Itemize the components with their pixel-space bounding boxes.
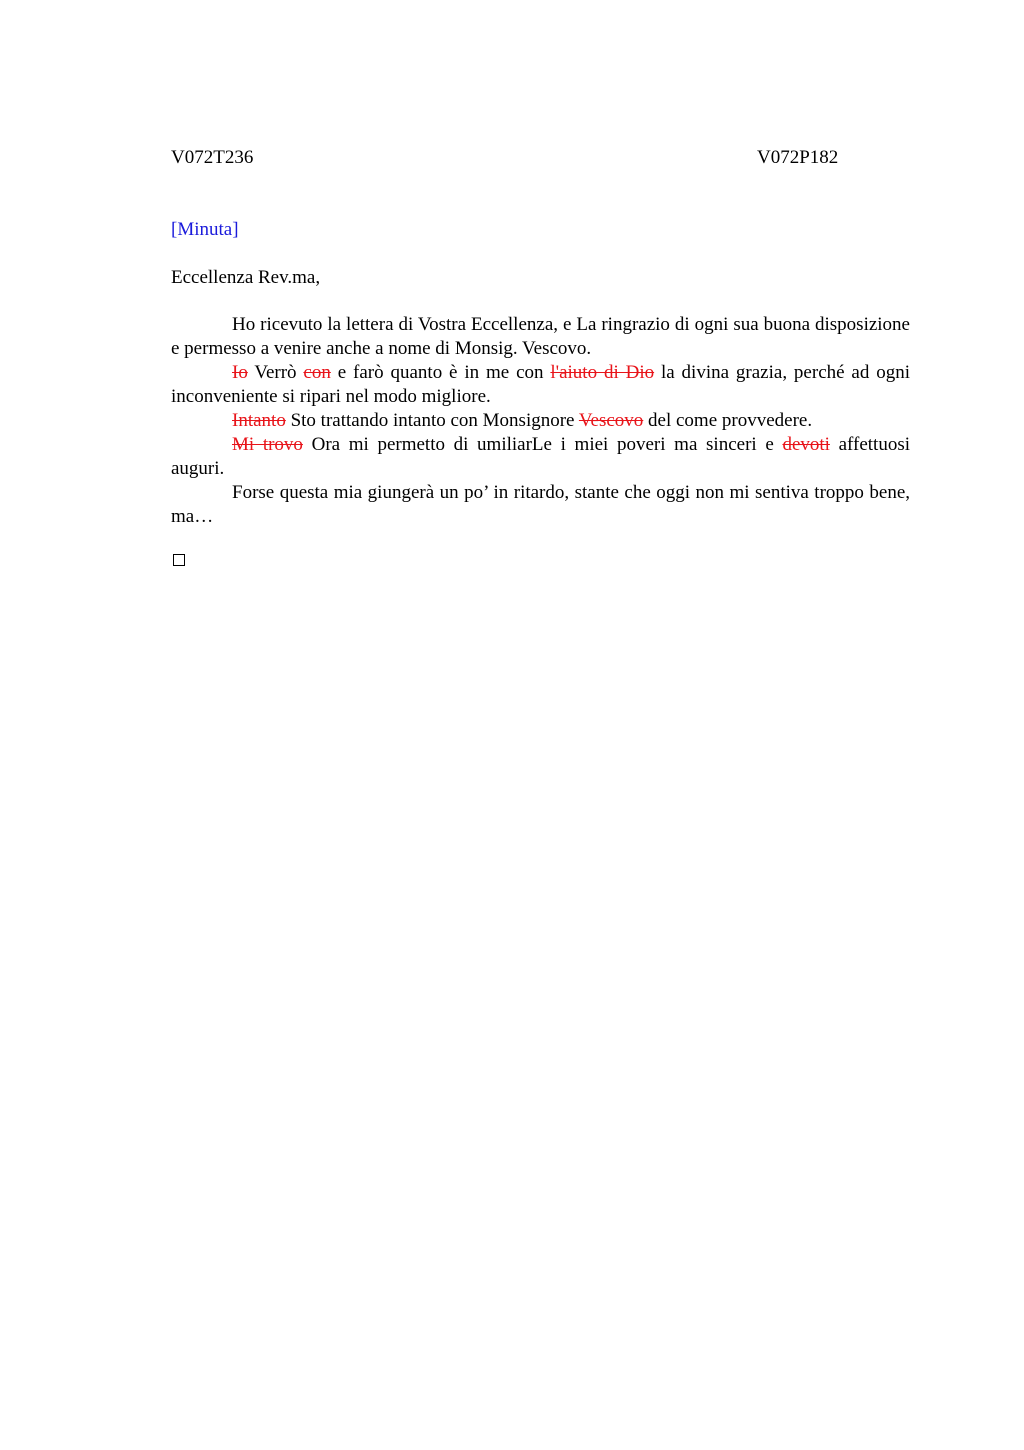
paragraph-4 (171, 433, 910, 481)
paragraph-text: Ho ricevuto la lettera di Vostra Eccellenza, e La ringrazio di ogni sua buona disposizione e permesso a venire anche a nome di Monsig. Vescovo. (171, 314, 910, 359)
paragraph-5 (171, 481, 910, 529)
paragraph-text: affettuosi auguri. (171, 434, 910, 479)
letter-body (171, 313, 910, 529)
paragraph-text: la divina grazia, perché ad ogni inconveniente si ripari nel modo migliore. (171, 362, 911, 407)
document-code-right: V072P182 (757, 147, 839, 168)
salutation: Eccellenza Rev.ma, (171, 267, 321, 288)
paragraph-text: Verrò (247, 362, 304, 383)
document-code-left: V072T236 (171, 147, 254, 168)
paragraph-text: del come provvedere. (643, 410, 813, 431)
paragraph-text: Forse questa mia giungerà un po’ in ritardo, stante che oggi non mi sentiva troppo bene, ma… (171, 482, 910, 527)
deleted-text: Io (232, 362, 248, 383)
deleted-text: Intanto (232, 410, 286, 431)
paragraph-3 (171, 409, 910, 433)
deleted-text: devoti (782, 434, 830, 455)
paragraph-text: e farò quanto è in me con (330, 362, 551, 383)
deleted-text: con (303, 362, 331, 383)
deleted-text: Vescovo (578, 410, 644, 431)
paragraph-2 (171, 361, 910, 409)
paragraph-text: Sto trattando intanto con Monsignore (285, 410, 579, 431)
paragraph-text: Ora mi permetto di umiliarLe i miei poveri ma sinceri e (302, 434, 783, 455)
deleted-text: Mi trovo (232, 434, 303, 455)
minuta-label: [Minuta] (171, 219, 239, 240)
deleted-text: l'aiuto di Dio (550, 362, 655, 383)
paragraph-1 (171, 313, 910, 361)
checkbox-icon[interactable] (173, 554, 185, 566)
